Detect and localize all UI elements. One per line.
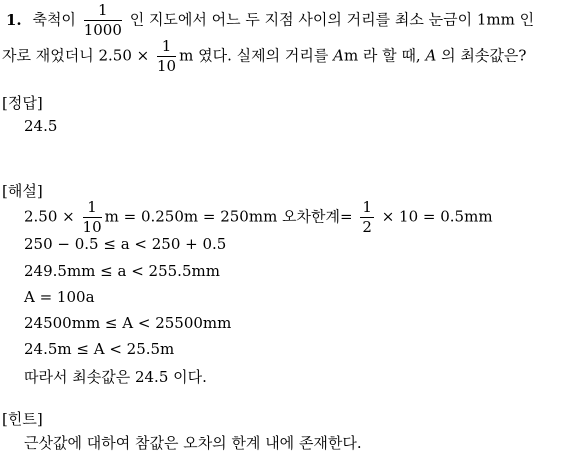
solution-fraction-1-num: 1 [83, 200, 102, 218]
measure-fraction [157, 39, 176, 74]
solution-fraction-1-den: 10 [82, 218, 102, 236]
solution-line-6: 24.5m ≤ A < 25.5m [24, 340, 175, 358]
question-line-2 [2, 39, 526, 74]
question-number: 1. [6, 10, 22, 29]
measure-numerator: 1 [157, 39, 176, 57]
hint-text: 근삿값에 대하여 참값은 오차의 한계 내에 존재한다. [24, 434, 362, 452]
scale-fraction [84, 3, 122, 38]
solution-1b: m = 0.250m = 250mm 오차한계= [104, 207, 353, 226]
solution-fraction-2 [360, 200, 374, 235]
solution-line-7: 따라서 최솟값은 24.5 이다. [24, 368, 207, 386]
question-text-2a: 자로 재었더니 2.50 × [2, 46, 150, 65]
question-text-1b: 인 지도에서 어느 두 지점 사이의 거리를 최소 눈금이 1mm 인 [129, 10, 535, 29]
question-text-1a: 축척이 [32, 10, 76, 29]
question-text-2d: 의 최솟값은? [441, 46, 527, 65]
solution-fraction-2-den: 2 [362, 218, 372, 236]
answer-heading: [정답] [2, 94, 43, 112]
hint-heading: [힌트] [2, 410, 43, 428]
scale-denominator: 1000 [83, 21, 122, 39]
scale-numerator: 1 [84, 3, 122, 21]
variable-A-2: A [425, 46, 437, 65]
question-line-1 [6, 3, 534, 38]
measure-denominator: 10 [157, 57, 177, 75]
solution-line-1 [24, 200, 493, 235]
solution-heading: [해설] [2, 182, 43, 200]
solution-line-4: A = 100a [24, 288, 95, 306]
solution-fraction-1 [83, 200, 102, 235]
solution-line-3: 249.5mm ≤ a < 255.5mm [24, 262, 220, 280]
question-text-2c: m 라 할 때, [343, 46, 421, 65]
solution-1c: × 10 = 0.5mm [381, 207, 493, 226]
question-text-2b: m 였다. 실제의 거리를 [179, 46, 329, 65]
solution-1a: 2.50 × [24, 207, 75, 226]
answer-value: 24.5 [24, 117, 58, 135]
solution-fraction-2-num: 1 [362, 198, 372, 216]
variable-A: A [333, 46, 344, 65]
solution-line-5: 24500mm ≤ A < 25500mm [24, 314, 232, 332]
solution-line-2: 250 − 0.5 ≤ a < 250 + 0.5 [24, 235, 227, 253]
